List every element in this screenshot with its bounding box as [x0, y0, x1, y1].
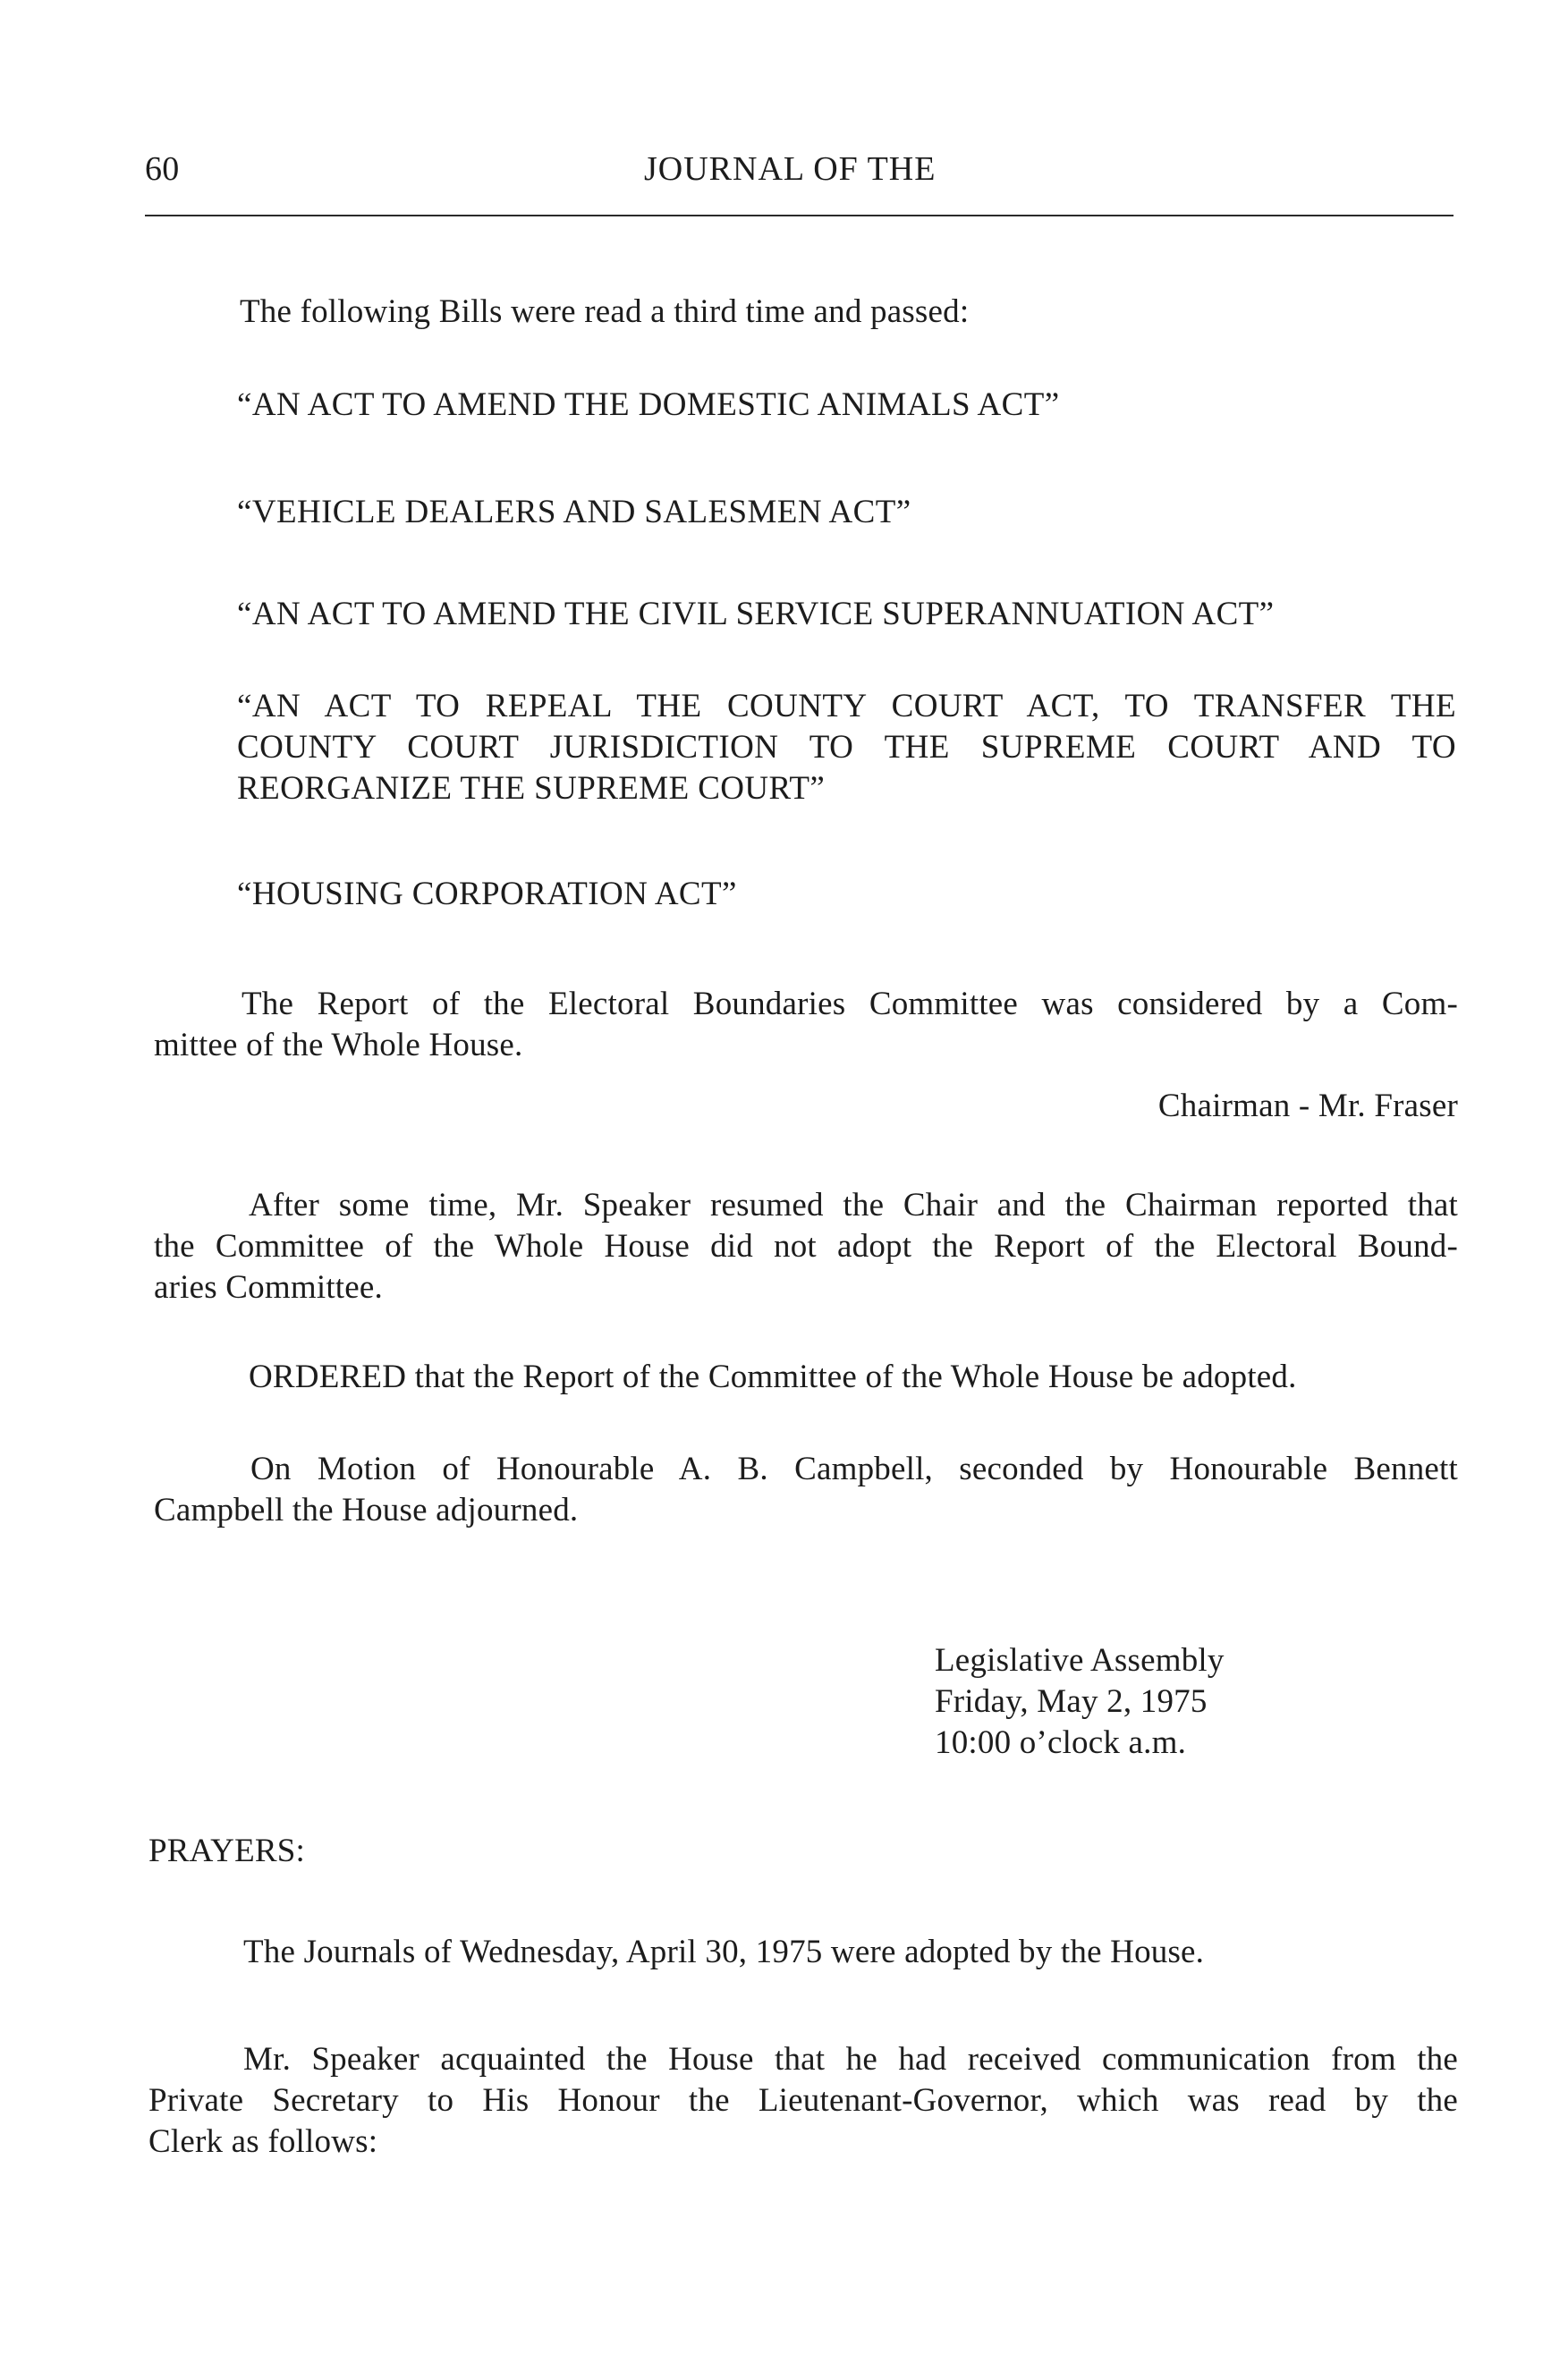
header-rule [145, 215, 1454, 216]
bill-title-domestic-animals: “AN ACT TO AMEND THE DOMESTIC ANIMALS ACT” [237, 386, 1060, 423]
prayers-heading: PRAYERS: [148, 1833, 306, 1869]
speaker-para-line-2: the Committee of the Whole House did not adopt the Report of the Electoral Bound- [154, 1228, 1458, 1265]
sitting-time: 10:00 o’clock a.m. [935, 1724, 1187, 1761]
ordered-line: ORDERED that the Report of the Committee of the Whole House be adopted. [249, 1359, 1297, 1395]
page-number: 60 [145, 150, 180, 188]
bill-title-civil-service: “AN ACT TO AMEND THE CIVIL SERVICE SUPERANNUATION ACT” [237, 596, 1275, 632]
motion-para-line-1: On Motion of Honourable A. B. Campbell, seconded by Honourable Bennett [250, 1451, 1458, 1487]
bill-title-county-court-line-1: “AN ACT TO REPEAL THE COUNTY COURT ACT, TO TRANSFER THE [237, 688, 1456, 724]
motion-para-line-2: Campbell the House adjourned. [154, 1492, 579, 1528]
bill-title-housing-corporation: “HOUSING CORPORATION ACT” [237, 876, 737, 912]
speaker-para-line-1: After some time, Mr. Speaker resumed the Chair and the Chairman reported that [249, 1187, 1458, 1224]
bill-title-vehicle-dealers: “VEHICLE DEALERS AND SALESMEN ACT” [237, 494, 911, 530]
speaker-para-line-3: aries Committee. [154, 1269, 383, 1306]
bill-title-county-court-line-3: REORGANIZE THE SUPREME COURT” [237, 770, 826, 807]
chairman-line: Chairman - Mr. Fraser [1157, 1088, 1458, 1124]
bill-title-county-court-line-2: COUNTY COURT JURISDICTION TO THE SUPREME COURT AND TO [237, 729, 1456, 766]
report-para-line-1: The Report of the Electoral Boundaries Committee was considered by a Com- [242, 986, 1458, 1022]
communication-para-line-1: Mr. Speaker acquainted the House that he had received communication from the [243, 2041, 1458, 2078]
communication-para-line-2: Private Secretary to His Honour the Lieutenant-Governor, which was read by the [148, 2082, 1458, 2119]
sitting-date: Friday, May 2, 1975 [935, 1683, 1208, 1720]
running-title: JOURNAL OF THE [644, 150, 937, 188]
communication-para-line-3: Clerk as follows: [148, 2123, 378, 2160]
journals-adopted-line: The Journals of Wednesday, April 30, 1975 were adopted by the House. [243, 1934, 1205, 1970]
bills-intro: The following Bills were read a third time and passed: [240, 293, 970, 330]
sitting-place: Legislative Assembly [935, 1642, 1225, 1679]
report-para-line-2: mittee of the Whole House. [154, 1027, 523, 1063]
